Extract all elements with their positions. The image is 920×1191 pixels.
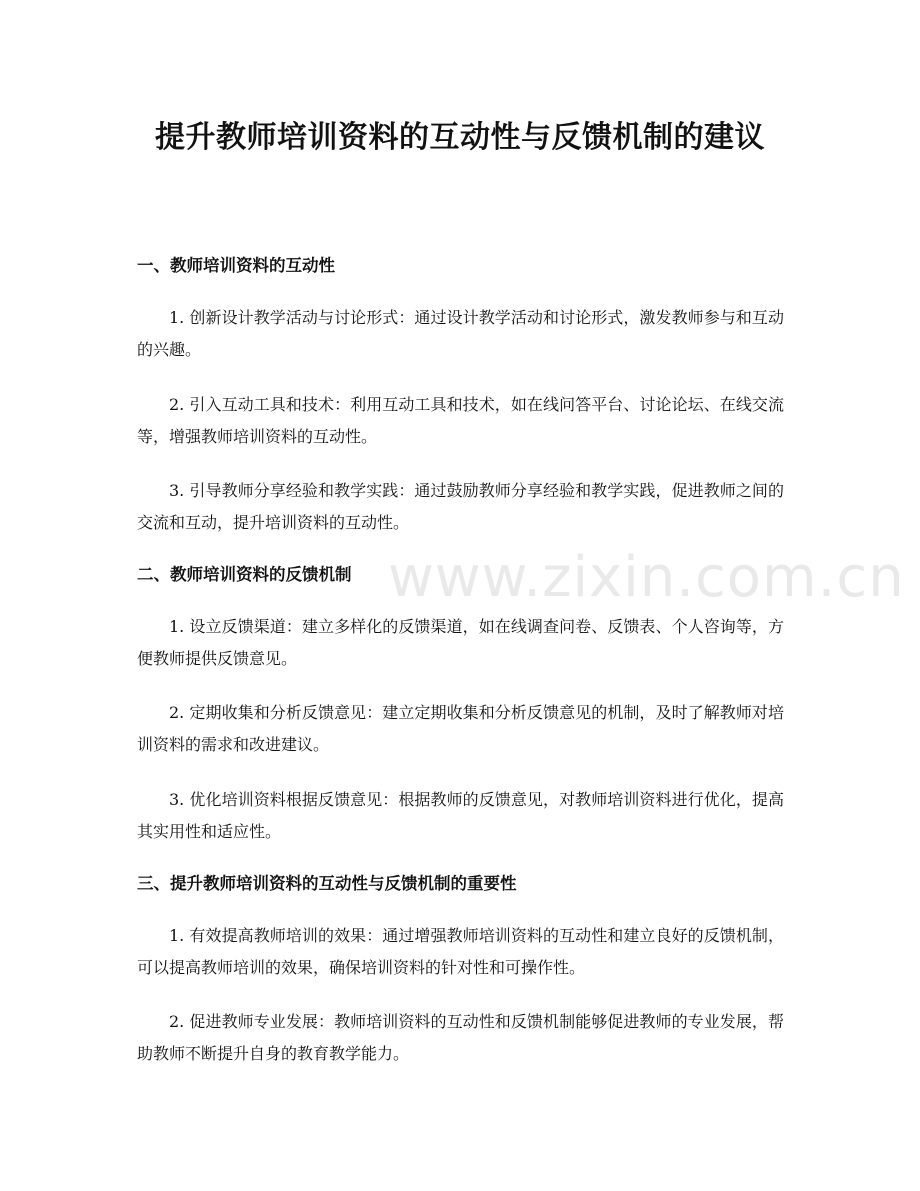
document-title: 提升教师培训资料的互动性与反馈机制的建议	[155, 120, 765, 155]
watermark: www.zixin.com.cn	[388, 545, 905, 610]
list-item: 1. 设立反馈渠道：建立多样化的反馈渠道，如在线调查问卷、反馈表、个人咨询等，方便教师提供反馈意见。	[137, 617, 784, 668]
list-item: 1. 创新设计教学活动与讨论形式：通过设计教学活动和讨论形式，激发教师参与和互动的兴趣。	[137, 308, 784, 359]
list-item: 2. 促进教师专业发展：教师培训资料的互动性和反馈机制能够促进教师的专业发展，帮助教师不断提升自身的教育教学能力。	[137, 1012, 784, 1063]
section-heading: 三、提升教师培训资料的互动性与反馈机制的重要性	[137, 874, 517, 893]
section-heading: 二、教师培训资料的反馈机制	[137, 565, 352, 584]
list-item: 2. 定期收集和分析反馈意见：建立定期收集和分析反馈意见的机制，及时了解教师对培训资料的需求和改进建议。	[137, 703, 784, 754]
list-item: 1. 有效提高教师培训的效果：通过增强教师培训资料的互动性和建立良好的反馈机制，可以提高教师培训的效果，确保培训资料的针对性和可操作性。	[137, 926, 784, 977]
list-item: 2. 引入互动工具和技术：利用互动工具和技术，如在线问答平台、讨论论坛、在线交流等，增强教师培训资料的互动性。	[137, 395, 784, 446]
list-item: 3. 优化培训资料根据反馈意见：根据教师的反馈意见，对教师培训资料进行优化，提高其实用性和适应性。	[137, 790, 784, 841]
list-item: 3. 引导教师分享经验和教学实践：通过鼓励教师分享经验和教学实践，促进教师之间的交流和互动，提升培训资料的互动性。	[137, 481, 784, 532]
section-heading: 一、教师培训资料的互动性	[137, 256, 335, 275]
